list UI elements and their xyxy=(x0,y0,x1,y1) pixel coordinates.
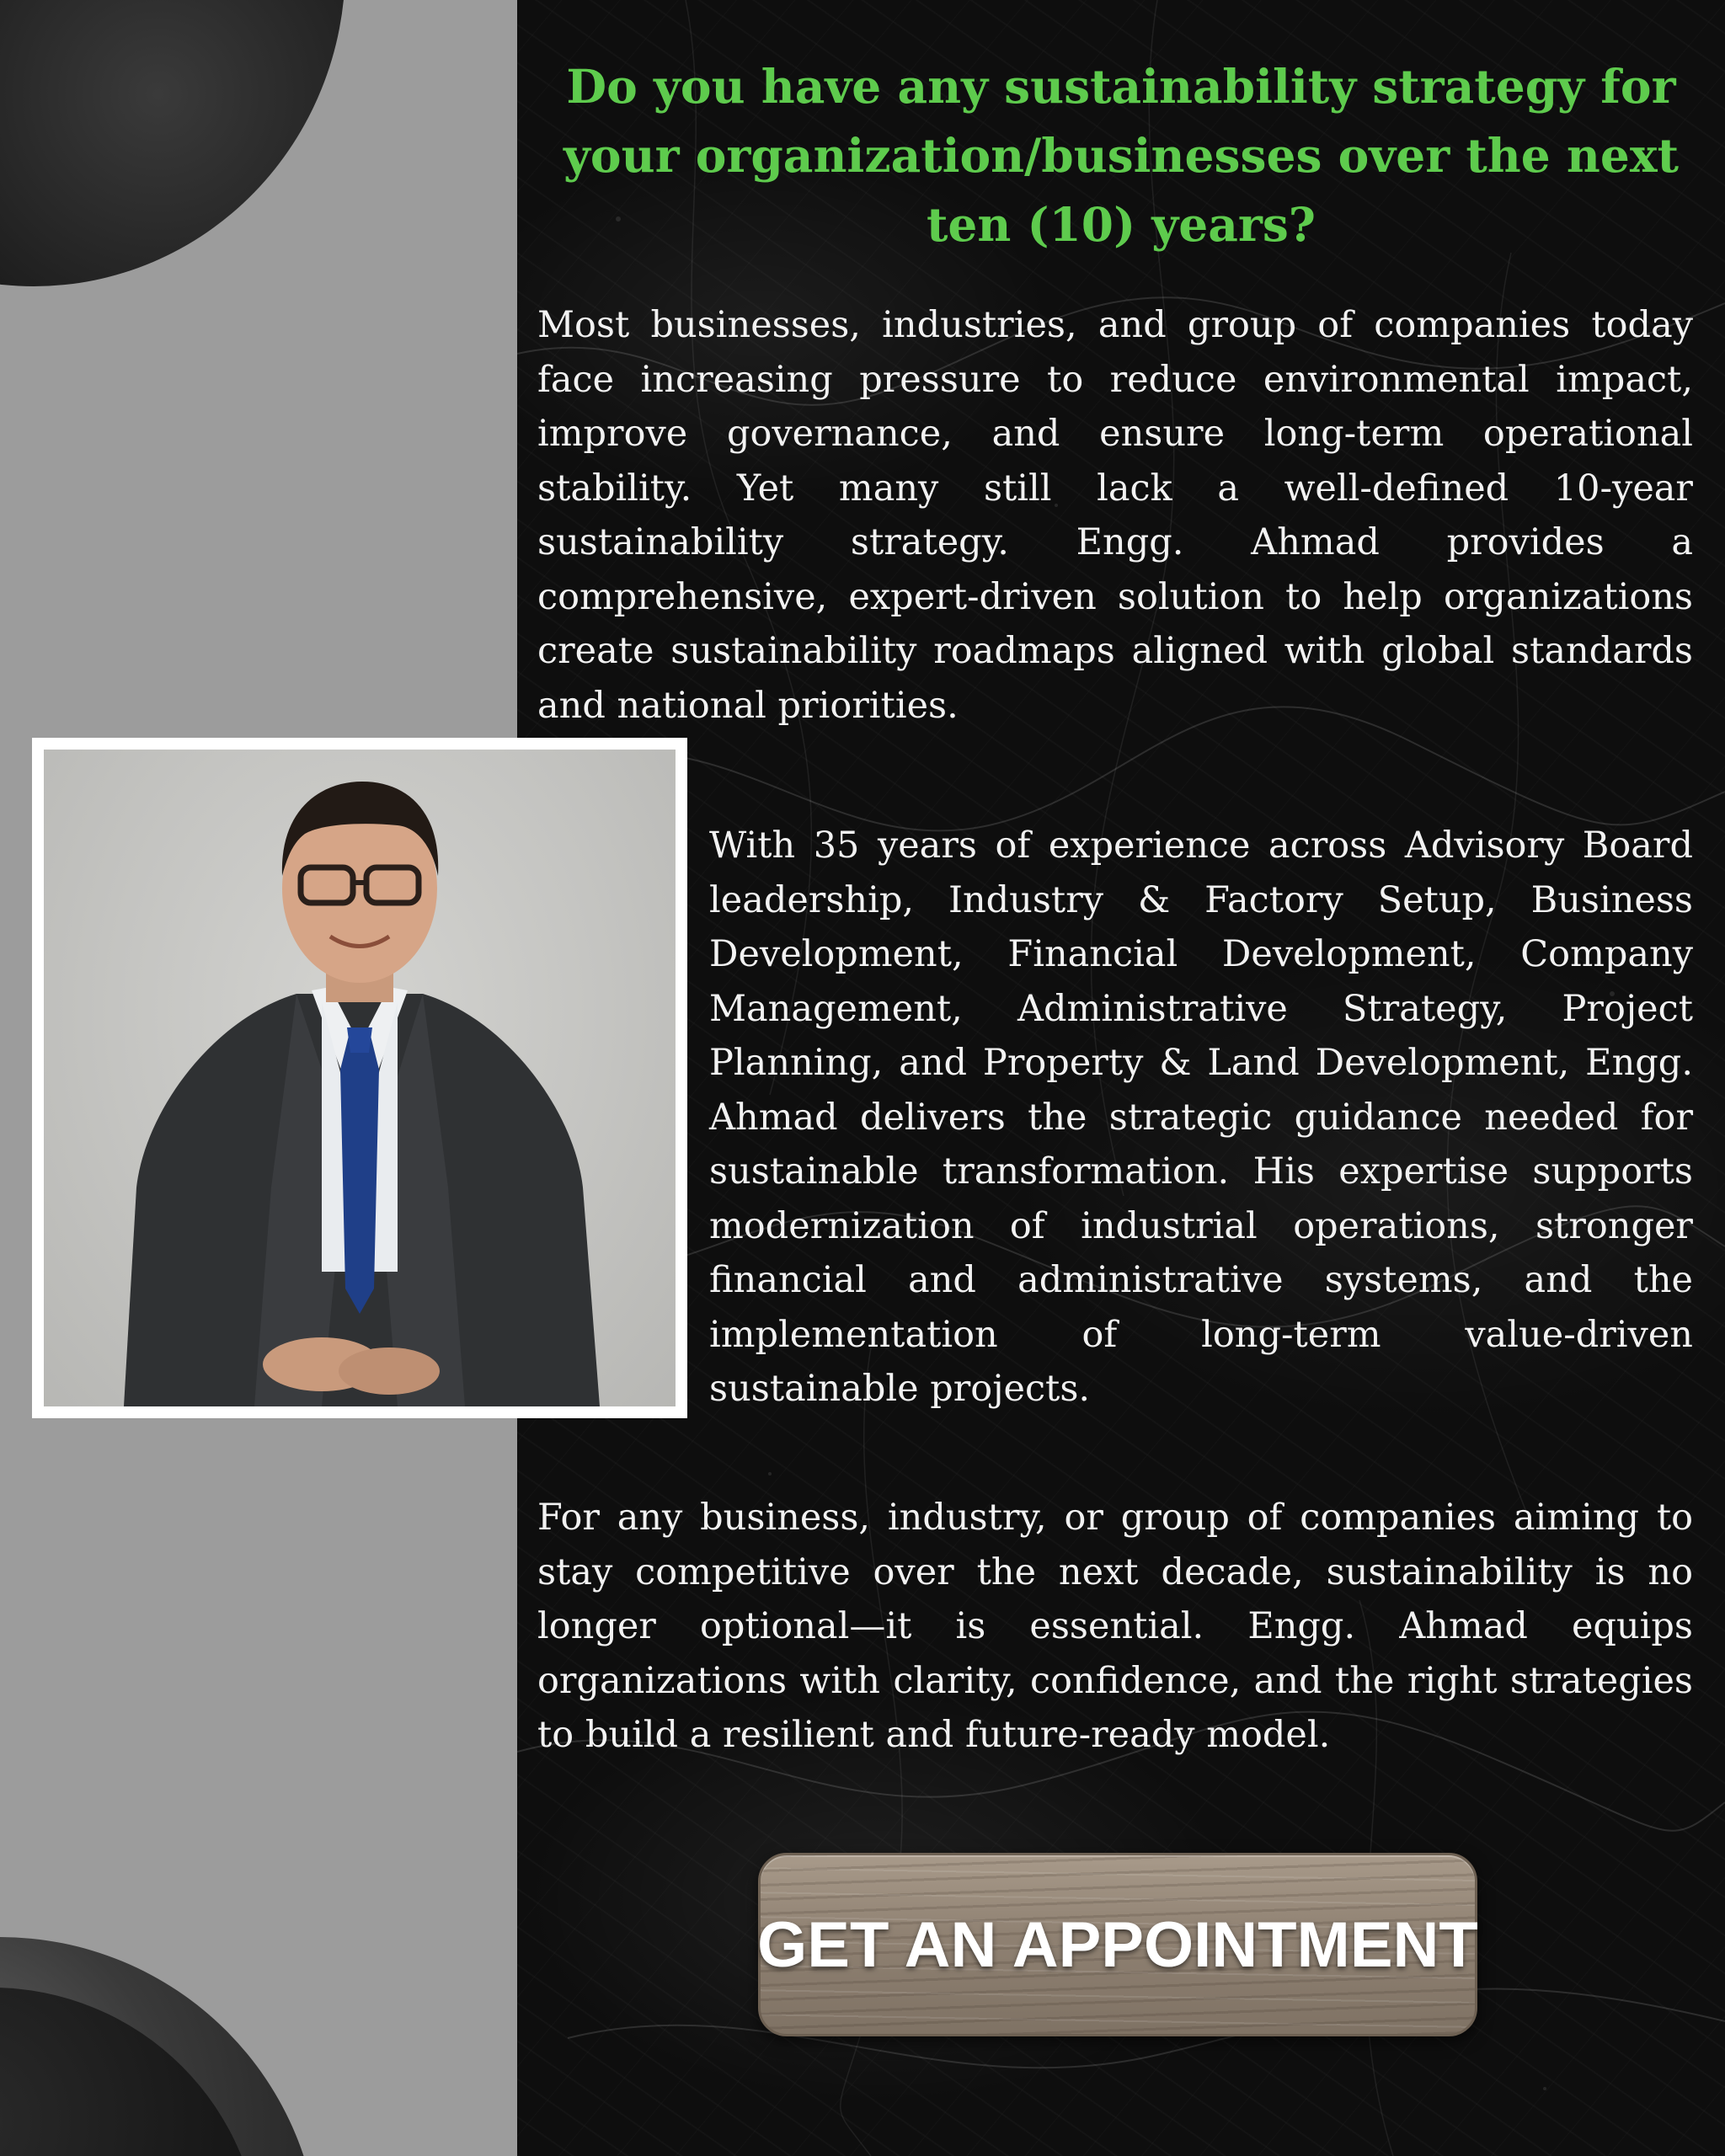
decorative-dark-circle-top xyxy=(0,0,345,286)
get-appointment-button[interactable] xyxy=(758,1853,1477,2036)
get-appointment-label: GET AN APPOINTMENT xyxy=(757,1908,1478,1981)
closing-paragraph: For any business, industry, or group of companies aiming to stay competitive over the next decade, sustainability is no longer optional—it is essential. Engg. Ahmad equips organizations with clarity, confidence, and the right strategies to build a resilient and future-ready model. xyxy=(537,1497,1693,1756)
portrait-photo xyxy=(44,750,676,1406)
intro-paragraph: Most businesses, industries, and group of companies today face increasing pressure to reduce environmental impact, improve governance, and ensure long-term operational stability. Yet many still lack a well-defined 10-year sustainability strategy. Engg. Ahmad provides a comprehensive, expert-driven solution to help organizations create sustainability roadmaps aligned with global standards and national priorities. xyxy=(537,304,1693,727)
portrait-frame xyxy=(32,738,687,1418)
portrait-illustration xyxy=(44,750,676,1406)
experience-paragraph: With 35 years of experience across Advisory Board leadership, Industry & Factory Setup, Business Development, Financial Development, Company Management, Administrative Strategy, Project Planning, and Property & Land Development, Engg. Ahmad delivers the strategic guidance needed for sustainable transformation. His expertise supports modernization of industrial operations, stronger financial and administrative systems, and the implementation of long-term value-driven sustainable projects. xyxy=(709,825,1693,1410)
headline: Do you have any sustainability strategy for your organization/businesses over the next ten (10) years? xyxy=(563,59,1680,252)
